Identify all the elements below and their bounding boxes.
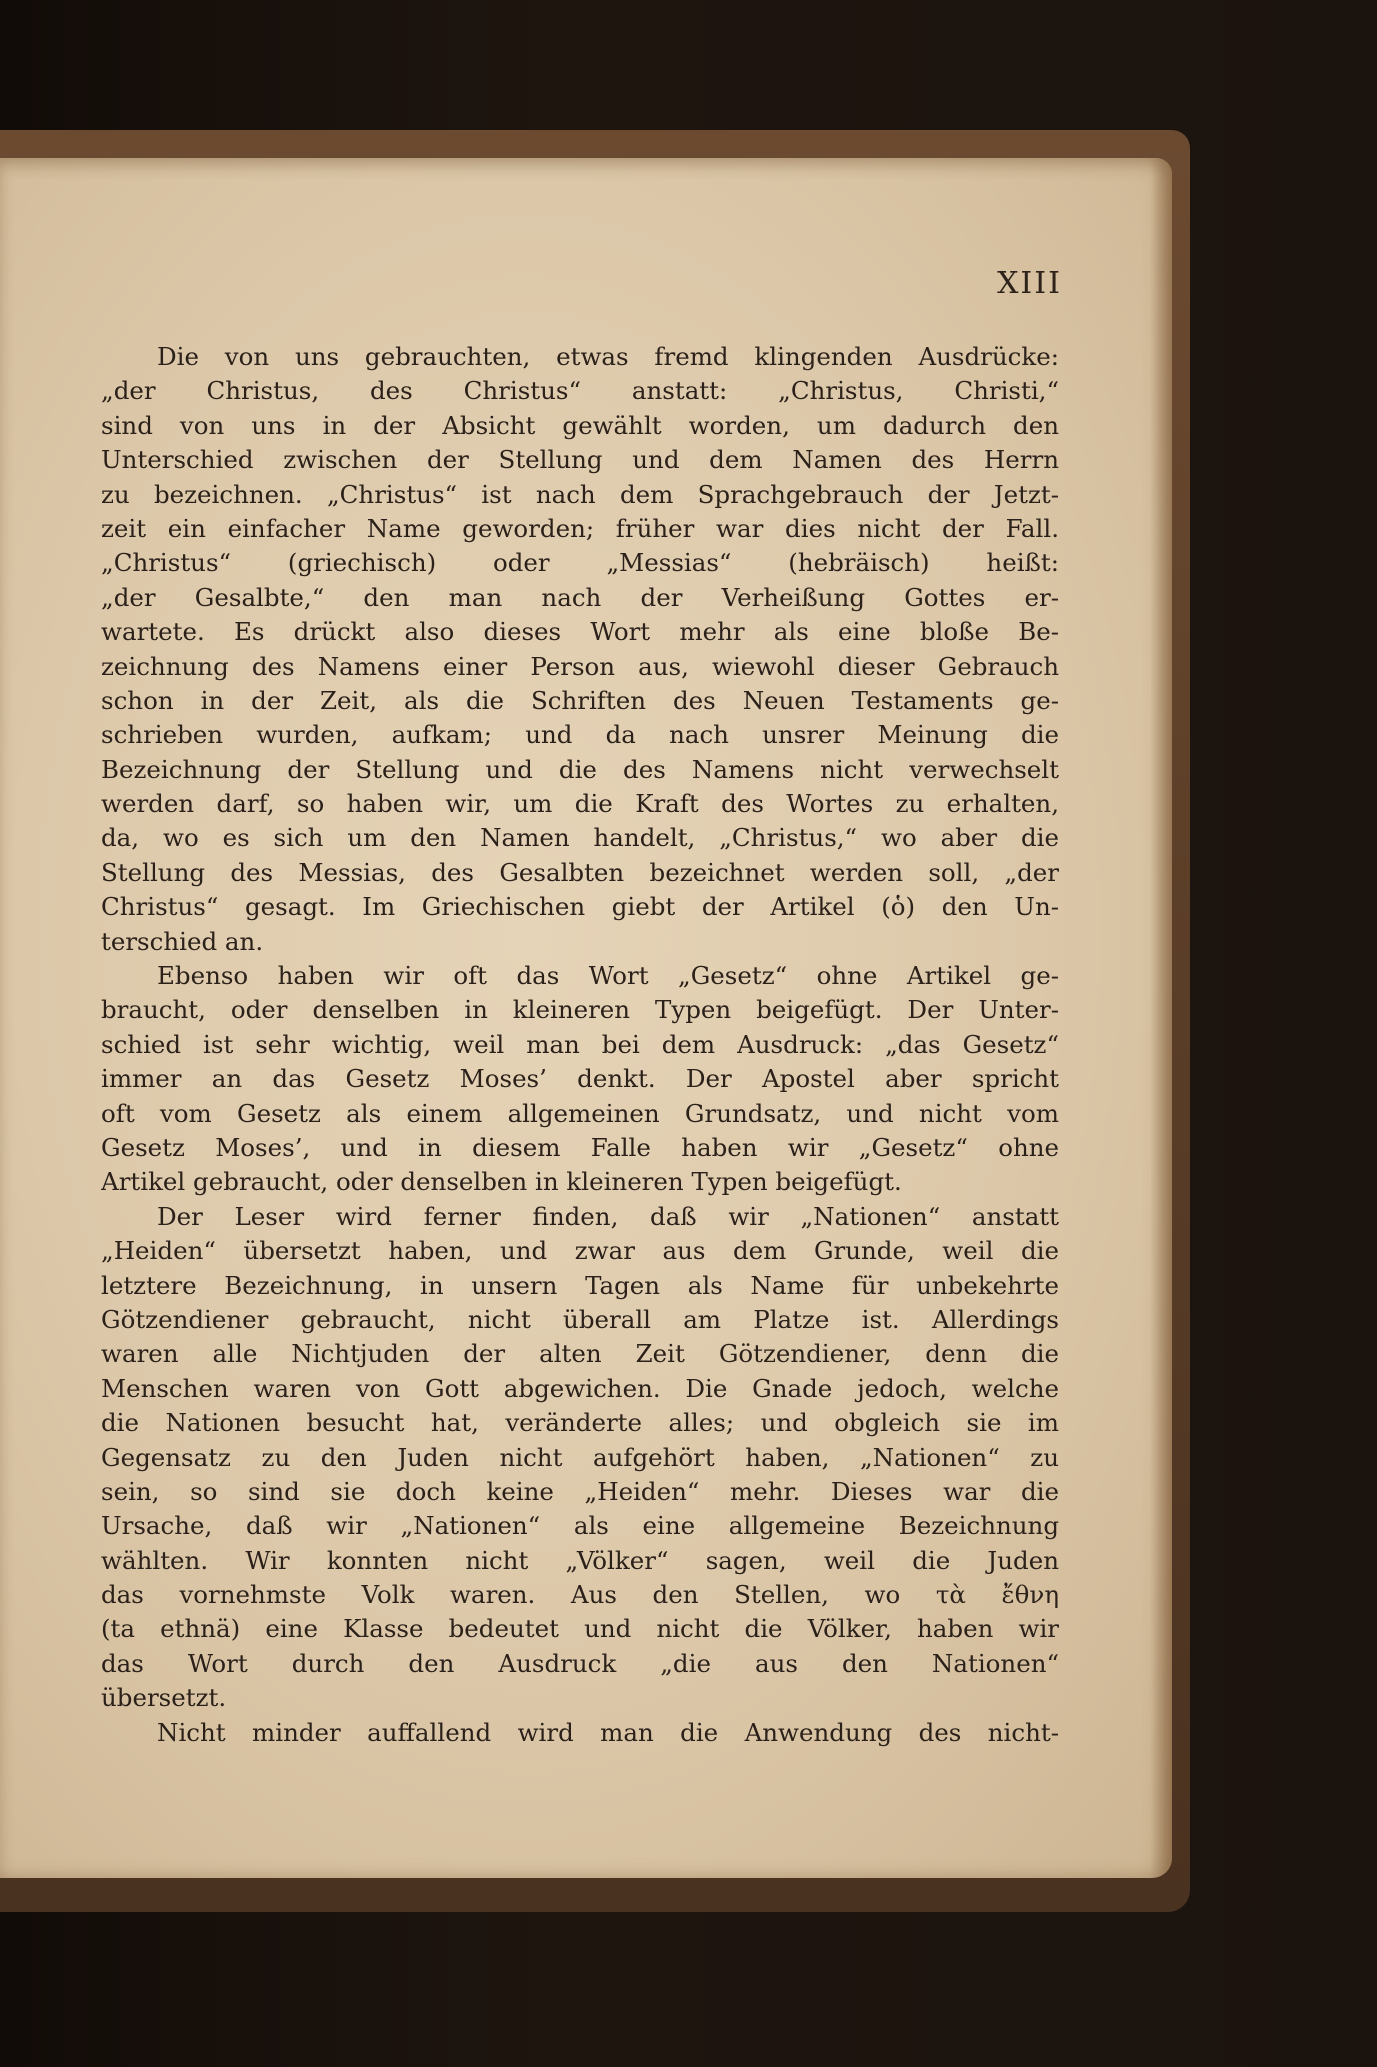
text-line: „Heiden“ übersetzt haben, und zwar aus dem Grunde, weil die: [101, 1236, 1059, 1266]
text-line: zeichnung des Namens einer Person aus, wiewohl dieser Gebrauch: [101, 651, 1059, 681]
text-line: übersetzt.: [101, 1683, 227, 1713]
page-number: XIII: [997, 266, 1062, 301]
text-line: Stellung des Messias, des Gesalbten bezeichnet werden soll, „der: [101, 857, 1059, 887]
text-line: Der Leser wird ferner finden, daß wir „Nationen“ anstatt: [157, 1201, 1059, 1231]
text-line: das vornehmste Volk waren. Aus den Stellen, wo τὰ ἔθνη: [101, 1580, 1059, 1610]
text-line: Unterschied zwischen der Stellung und dem Namen des Herrn: [101, 445, 1059, 475]
body-text: [101, 340, 1059, 1750]
text-line: Christus“ gesagt. Im Griechischen giebt der Artikel (ὁ) den Un-: [101, 892, 1059, 922]
text-line: zu bezeichnen. „Christus“ ist nach dem Sprachgebrauch der Jetzt-: [101, 479, 1059, 509]
text-line: (ta ethnä) eine Klasse bedeutet und nicht die Völker, haben wir: [101, 1614, 1059, 1644]
text-line: werden darf, so haben wir, um die Kraft des Wortes zu erhalten,: [101, 789, 1059, 819]
text-line: Menschen waren von Gott abgewichen. Die Gnade jedoch, welche: [101, 1373, 1059, 1403]
text-line: „der Gesalbte,“ den man nach der Verheißung Gottes er-: [101, 582, 1059, 612]
text-line: sein, so sind sie doch keine „Heiden“ mehr. Dieses war die: [101, 1476, 1059, 1506]
text-line: schon in der Zeit, als die Schriften des Neuen Testaments ge-: [101, 685, 1059, 715]
text-line: zeit ein einfacher Name geworden; früher war dies nicht der Fall.: [101, 513, 1059, 543]
text-line: die Nationen besucht hat, veränderte alles; und obgleich sie im: [101, 1408, 1059, 1438]
text-line: sind von uns in der Absicht gewählt worden, um dadurch den: [101, 410, 1059, 440]
text-line: schrieben wurden, aufkam; und da nach unsrer Meinung die: [101, 720, 1059, 750]
text-line: Gegensatz zu den Juden nicht aufgehört haben, „Nationen“ zu: [101, 1442, 1059, 1472]
text-line: Die von uns gebrauchten, etwas fremd klingenden Ausdrücke:: [157, 342, 1059, 371]
text-line: letztere Bezeichnung, in unsern Tagen als Name für unbekehrte: [101, 1270, 1059, 1300]
text-line: wählten. Wir konnten nicht „Völker“ sagen, weil die Juden: [101, 1545, 1059, 1575]
text-line: immer an das Gesetz Moses’ denkt. Der Apostel aber spricht: [101, 1064, 1059, 1094]
text-line: Ursache, daß wir „Nationen“ als eine allgemeine Bezeichnung: [101, 1511, 1059, 1541]
text-line: terschied an.: [101, 926, 264, 956]
book-page: [0, 158, 1172, 1878]
text-line: wartete. Es drückt also dieses Wort mehr als eine bloße Be-: [101, 617, 1059, 647]
page-edge-shadow: [1150, 158, 1172, 1878]
text-line: Götzendiener gebraucht, nicht überall am Platze ist. Allerdings: [101, 1304, 1059, 1334]
text-line: Artikel gebraucht, oder denselben in kleineren Typen beigefügt.: [101, 1167, 902, 1197]
text-line: waren alle Nichtjuden der alten Zeit Götzendiener, denn die: [101, 1339, 1059, 1369]
text-line: das Wort durch den Ausdruck „die aus den Nationen“: [101, 1648, 1059, 1678]
text-line: „Christus“ (griechisch) oder „Messias“ (hebräisch) heißt:: [101, 548, 1059, 578]
text-line: „der Christus, des Christus“ anstatt: „Christus, Christi,“: [101, 376, 1059, 406]
text-line: Gesetz Moses’, und in diesem Falle haben wir „Gesetz“ ohne: [101, 1132, 1059, 1162]
text-line: Nicht minder auffallend wird man die Anwendung des nicht-: [157, 1717, 1059, 1747]
text-line: braucht, oder denselben in kleineren Typen beigefügt. Der Unter-: [101, 995, 1059, 1025]
text-line: oft vom Gesetz als einem allgemeinen Grundsatz, und nicht vom: [101, 1098, 1059, 1128]
text-line: da, wo es sich um den Namen handelt, „Christus,“ wo aber die: [101, 823, 1059, 853]
text-line: Ebenso haben wir oft das Wort „Gesetz“ ohne Artikel ge-: [157, 961, 1059, 991]
text-line: Bezeichnung der Stellung und die des Namens nicht verwechselt: [101, 754, 1059, 784]
text-line: schied ist sehr wichtig, weil man bei dem Ausdruck: „das Gesetz“: [101, 1029, 1059, 1059]
